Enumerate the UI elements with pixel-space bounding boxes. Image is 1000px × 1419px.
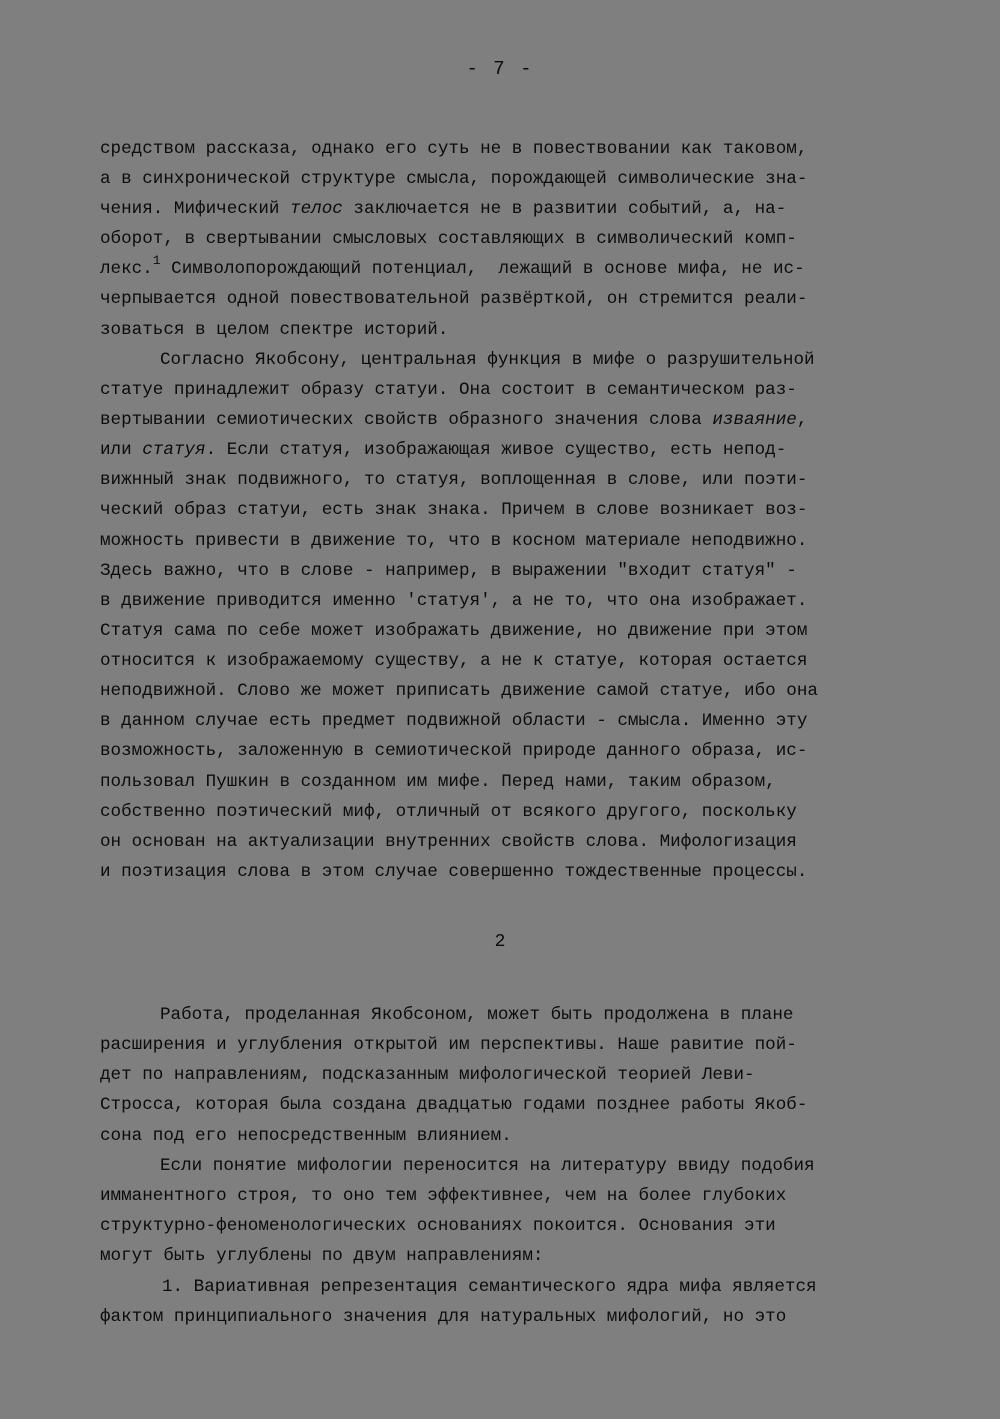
footnote-marker: 1 — [152, 253, 161, 268]
text-line: в данном случае есть предмет подвижной области - смысла. Именно эту — [100, 711, 808, 731]
text-line: Работа, проделанная Якобсоном, может быть продолжена в плане — [160, 1005, 794, 1025]
text-line: сона под его непосредственным влиянием. — [100, 1126, 512, 1146]
text-line: пользовал Пушкин в созданном им мифе. Перед нами, таким образом, — [100, 772, 776, 792]
text-line: могут быть углублены по двум направлениям: — [100, 1246, 544, 1266]
text-line: черпывается одной повествовательной развёрткой, он стремится реали- — [100, 289, 808, 309]
text-line: относится к изображаемому существу, а не к статуе, которая остается — [100, 651, 808, 671]
text-line: неподвижной. Слово же может приписать движение самой статуе, ибо она — [100, 681, 818, 701]
text-line: возможность, заложенную в семиотической природе данного образа, ис- — [100, 741, 808, 761]
text-line: структурно-феноменологических основаниях покоится. Основания эти — [100, 1216, 776, 1236]
text-segment: чения. Мифический — [100, 199, 291, 219]
text-line: Если понятие мифологии переносится на литературу ввиду подобия — [160, 1156, 815, 1176]
italic-term: телос — [290, 199, 343, 219]
text-line: собственно поэтический миф, отличный от всякого другого, поскольку — [100, 802, 797, 822]
text-line: вижнный знак подвижного, то статуя, воплощенная в слове, или поэти- — [100, 470, 808, 490]
text-line: дет по направлениям, подсказанным мифологической теорией Леви- — [100, 1065, 755, 1085]
text-line: 1. Вариативная репрезентация семантического ядра мифа является — [162, 1277, 817, 1297]
text-line: в движение приводится именно 'статуя', а не то, что она изображает. — [100, 591, 808, 611]
text-line: оборот, в свертывании смысловых составляющих в символический комп- — [100, 229, 797, 249]
text-line — [100, 438, 786, 462]
section-number: 2 — [494, 932, 506, 952]
text-line: имманентного строя, то оно тем эффективнее, чем на более глубоких — [100, 1186, 787, 1206]
text-line: статуе принадлежит образу статуи. Она состоит в семантическом раз- — [100, 380, 797, 400]
text-line — [100, 197, 786, 221]
page-number: - 7 - — [466, 58, 534, 80]
text-line: средством рассказа, однако его суть не в повествовании как таковом, — [100, 139, 808, 159]
text-line: расширения и углубления открытой им перспективы. Наше равитие пой- — [100, 1035, 797, 1055]
text-line — [100, 408, 807, 432]
text-segment: заключается не в развитии событий, а, на- — [342, 199, 787, 219]
text-line: а в синхронической структуре смысла, порождающей символические зна- — [100, 169, 808, 189]
italic-term: статуя — [142, 440, 206, 460]
text-segment: , — [796, 410, 808, 430]
text-line: фактом принципиального значения для натуральных мифологий, но это — [100, 1307, 787, 1327]
text-line: Здесь важно, что в слове - например, в выражении "входит статуя" - — [100, 561, 797, 581]
text-line: он основан на актуализации внутренних свойств слова. Мифологизация — [100, 832, 797, 852]
text-line: Стросса, которая была создана двадцатью годами позднее работы Якоб- — [100, 1095, 808, 1115]
text-segment: или — [100, 440, 143, 460]
text-segment: . Если статуя, изображающая живое существо, есть непод- — [205, 440, 787, 460]
text-line: ческий образ статуи, есть знак знака. Причем в слове возникает воз- — [100, 500, 808, 520]
text-line: Согласно Якобсону, центральная функция в мифе о разрушительной — [160, 350, 815, 370]
text-line: зоваться в целом спектре историй. — [100, 320, 449, 340]
text-line: и поэтизация слова в этом случае совершенно тождественные процессы. — [100, 862, 808, 882]
text-segment: Символопорождающий потенциал, лежащий в основе мифа, не ис- — [160, 259, 805, 279]
text-line: можность привести в движение то, что в косном материале неподвижно. — [100, 531, 808, 551]
text-segment: вертывании семиотических свойств образного значения слова — [100, 410, 713, 430]
italic-term: изваяние — [712, 410, 797, 430]
text-line: Статуя сама по себе может изображать движение, но движение при этом — [100, 621, 808, 641]
text-line — [100, 253, 805, 281]
text-segment: лекс. — [100, 259, 153, 279]
